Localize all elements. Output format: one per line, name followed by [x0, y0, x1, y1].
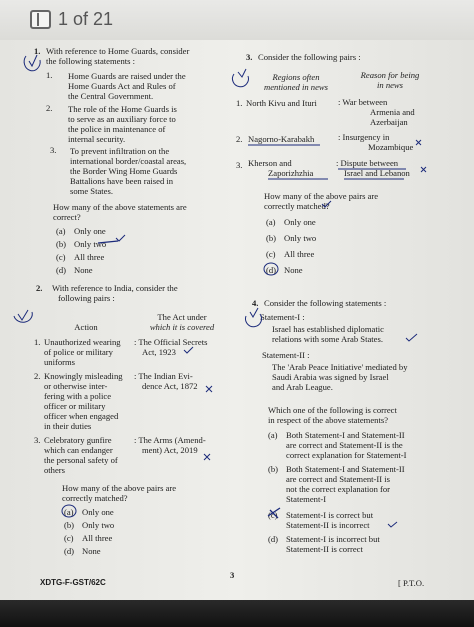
- q4-statement-2-line: The 'Arab Peace Initiative' mediated by: [272, 362, 408, 372]
- q1-option-text[interactable]: All three: [74, 252, 105, 262]
- q1-statement-line: Home Guards are raised under the: [68, 71, 186, 81]
- page-number: 3: [230, 570, 235, 580]
- q4-option-line[interactable]: Statement-I is incorrect but: [286, 534, 380, 544]
- q3-pair-reason: Mozambique: [368, 142, 414, 152]
- q3-column-regions: mentioned in news: [264, 82, 328, 92]
- q2-pair-action: the personal safety of: [44, 455, 118, 465]
- q2-pair-action: Celebratory gunfire: [44, 435, 112, 445]
- q1-ask-line: How many of the above statements are: [53, 202, 187, 212]
- q3-option-key[interactable]: (b): [266, 233, 277, 243]
- q4-option-line[interactable]: Statement-I is correct but: [286, 510, 374, 520]
- q3-option-key[interactable]: (d): [266, 265, 277, 275]
- q1-statement-line: To prevent infiltration on the: [70, 146, 170, 156]
- q4-stem: Consider the following statements :: [264, 298, 387, 308]
- q1-option-key[interactable]: (d): [56, 265, 67, 275]
- q2-option-text[interactable]: Only one: [82, 507, 114, 517]
- q2-pair-action: uniforms: [44, 357, 76, 367]
- q1-number: 1.: [34, 46, 41, 56]
- paper-code: XDTG-F-GST/62C: [40, 578, 106, 587]
- q2-pair-act: : The Official Secrets: [134, 337, 208, 347]
- cross-mark: [421, 167, 426, 172]
- q3-pair-number: 1.: [236, 98, 243, 108]
- q2-ask-line: correctly matched?: [62, 493, 128, 503]
- q1-option-key[interactable]: (b): [56, 239, 67, 249]
- viewer-toolbar: [0, 0, 474, 40]
- q2-column-action: Action: [74, 322, 98, 332]
- q3-pair-region: North Kivu and Ituri: [246, 98, 317, 108]
- q2-stem-line: following pairs :: [58, 293, 115, 303]
- cross-mark: [204, 454, 210, 460]
- q3-option-text[interactable]: None: [284, 265, 303, 275]
- q3-pair-number: 2.: [236, 134, 243, 144]
- q4-option-line[interactable]: Both Statement-I and Statement-II: [286, 430, 405, 440]
- q3-pair-region: Kherson and: [248, 158, 292, 168]
- q4-statement-1-line: relations with some Arab States.: [272, 334, 383, 344]
- q2-pair-action: others: [44, 465, 66, 475]
- q4-option-key[interactable]: (a): [268, 430, 278, 440]
- handwritten-marks: [0, 40, 474, 600]
- circled-tick-mark: [232, 69, 248, 87]
- q2-pair-number: 1.: [34, 337, 41, 347]
- tick-mark: [406, 334, 417, 341]
- q2-option-text[interactable]: All three: [82, 533, 113, 543]
- page-counter[interactable]: [30, 9, 113, 30]
- q3-option-text[interactable]: Only two: [284, 233, 317, 243]
- q1-stem-line: With reference to Home Guards, consider: [46, 46, 190, 56]
- document-page: [0, 40, 474, 600]
- q4-option-key[interactable]: (b): [268, 464, 279, 474]
- answer-scribble: [268, 508, 280, 518]
- tick-mark: [388, 522, 397, 527]
- q3-column-reason: in news: [376, 80, 404, 90]
- q1-statement-line: the Border Wing Home Guards: [70, 166, 178, 176]
- q4-option-line[interactable]: Statement-I: [286, 494, 327, 504]
- q1-statement-line: the Central Government.: [68, 91, 154, 101]
- circled-tick-mark: [14, 310, 32, 322]
- q4-option-key[interactable]: (c): [268, 510, 278, 520]
- q1-statement-line: some States.: [70, 186, 113, 196]
- q2-number: 2.: [36, 283, 43, 293]
- q2-ask-line: How many of the above pairs are: [62, 483, 177, 493]
- answer-underline: [98, 241, 118, 243]
- q4-option-line[interactable]: Statement-II is correct: [286, 544, 363, 554]
- q3-pair-reason: : Dispute between: [336, 158, 399, 168]
- q2-pair-action: officer or military: [44, 401, 106, 411]
- tick-mark: [322, 201, 331, 207]
- q3-column-reason: Reason for being: [360, 70, 420, 80]
- q3-option-key[interactable]: (a): [266, 217, 276, 227]
- q1-statement-line: to serve as an auxiliary force to: [68, 114, 176, 124]
- q2-pair-act: : The Indian Evi-: [134, 371, 193, 381]
- q1-option-text[interactable]: Only two: [74, 239, 107, 249]
- q3-pair-region: Zaporizhzhia: [268, 168, 314, 178]
- q2-option-text[interactable]: Only two: [82, 520, 115, 530]
- pto-label: [ P.T.O.: [398, 578, 425, 588]
- q4-ask-line: in respect of the above statements?: [268, 415, 389, 425]
- q4-option-line[interactable]: are correct and Statement-II is: [286, 474, 391, 484]
- q3-pair-reason: Israel and Lebanon: [344, 168, 410, 178]
- q3-pair-reason: : Insurgency in: [338, 132, 390, 142]
- q3-pair-reason: Azerbaijan: [370, 117, 408, 127]
- q3-number: 3.: [246, 52, 253, 62]
- q2-pair-action: Unauthorized wearing: [44, 337, 121, 347]
- q4-statement-1-line: Israel has established diplomatic: [272, 324, 384, 334]
- q3-pair-number: 3.: [236, 160, 243, 170]
- q1-ask-line: correct?: [53, 212, 81, 222]
- q3-pair-reason: : War between: [338, 97, 388, 107]
- q1-option-text[interactable]: None: [74, 265, 93, 275]
- q2-pair-action: which can endanger: [44, 445, 113, 455]
- q2-pair-act: Act, 1923: [142, 347, 176, 357]
- q1-statement-number: 1.: [46, 70, 53, 80]
- q4-statement-2-line: and Arab League.: [272, 382, 333, 392]
- q3-pair-region: Nagorno-Karabakh: [248, 134, 315, 144]
- circled-tick-mark: [24, 55, 40, 71]
- q1-option-text[interactable]: Only one: [74, 226, 106, 236]
- q2-pair-action: or otherwise inter-: [44, 381, 108, 391]
- q1-statement-line: internal security.: [68, 134, 126, 144]
- q3-stem: Consider the following pairs :: [258, 52, 361, 62]
- q1-statement-number: 2.: [46, 103, 53, 113]
- q3-column-regions: Regions often: [272, 72, 320, 82]
- q2-option-key[interactable]: (c): [64, 533, 74, 543]
- cross-mark: [206, 386, 212, 392]
- q4-option-line[interactable]: are correct and Statement-II is the: [286, 440, 403, 450]
- q1-option-key[interactable]: (a): [56, 226, 66, 236]
- q4-option-line[interactable]: not the correct explanation for: [286, 484, 391, 494]
- q4-ask-line: Which one of the following is correct: [268, 405, 397, 415]
- q4-statement-2-line: Saudi Arabia was signed by Israel: [272, 372, 389, 382]
- q1-statement-line: Battalions have been raised in: [70, 176, 174, 186]
- q2-option-key[interactable]: (d): [64, 546, 75, 556]
- page-counter-text: 1 of 21: [58, 9, 114, 29]
- q4-number: 4.: [252, 298, 259, 308]
- q3-option-text[interactable]: Only one: [284, 217, 316, 227]
- circled-tick-mark: [246, 308, 262, 327]
- q4-option-line[interactable]: Statement-II is incorrect: [286, 520, 370, 530]
- cross-mark: [416, 140, 421, 145]
- q1-stem-line: the following statements :: [46, 56, 136, 66]
- q2-stem-line: With reference to India, consider the: [52, 283, 178, 293]
- q2-option-key[interactable]: (a): [64, 507, 74, 517]
- q3-option-text[interactable]: All three: [284, 249, 315, 259]
- q3-ask-line: How many of the above pairs are: [264, 191, 379, 201]
- q1-option-key[interactable]: (c): [56, 252, 66, 262]
- answer-circle: [62, 505, 76, 517]
- q4-statement-2-label: Statement-II :: [262, 350, 310, 360]
- viewer-bottom-edge: [0, 600, 474, 627]
- q1-statement-line: The role of the Home Guards is: [68, 104, 177, 114]
- q2-option-key[interactable]: (b): [64, 520, 75, 530]
- tick-mark: [116, 235, 125, 241]
- page-thumbnail-icon[interactable]: [30, 10, 51, 29]
- q2-pair-act: dence Act, 1872: [142, 381, 198, 391]
- q2-pair-action: in their duties: [44, 421, 92, 431]
- q2-pair-number: 2.: [34, 371, 41, 381]
- q2-option-text[interactable]: None: [82, 546, 101, 556]
- q4-statement-1-label: Statement-I :: [260, 312, 305, 322]
- answer-underline: [268, 169, 406, 179]
- q3-pair-reason: Armenia and: [370, 107, 415, 117]
- q1-statement-number: 3.: [50, 145, 57, 155]
- q4-option-line[interactable]: Both Statement-I and Statement-II: [286, 464, 405, 474]
- q2-pair-act: ment) Act, 2019: [142, 445, 198, 455]
- q2-pair-action: of police or military: [44, 347, 113, 357]
- q2-pair-act: : The Arms (Amend-: [134, 435, 206, 445]
- q2-pair-number: 3.: [34, 435, 41, 445]
- q1-statement-line: Home Guards Act and Rules of: [68, 81, 176, 91]
- q1-statement-line: the police in maintenance of: [68, 124, 166, 134]
- q2-column-act: The Act under: [157, 312, 207, 322]
- q3-option-key[interactable]: (c): [266, 249, 276, 259]
- q2-pair-action: Knowingly misleading: [44, 371, 123, 381]
- q2-pair-action: fering with a police: [44, 391, 112, 401]
- q2-column-act: which it is covered: [149, 322, 215, 332]
- q4-option-key[interactable]: (d): [268, 534, 279, 544]
- answer-circle: [264, 263, 278, 275]
- q2-pair-action: officer when engaged: [44, 411, 119, 421]
- q3-ask-line: correctly matched?: [264, 201, 330, 211]
- q4-option-line[interactable]: correct explanation for Statement-I: [286, 450, 407, 460]
- tick-mark: [184, 347, 193, 353]
- q1-statement-line: international border/coastal areas,: [70, 156, 187, 166]
